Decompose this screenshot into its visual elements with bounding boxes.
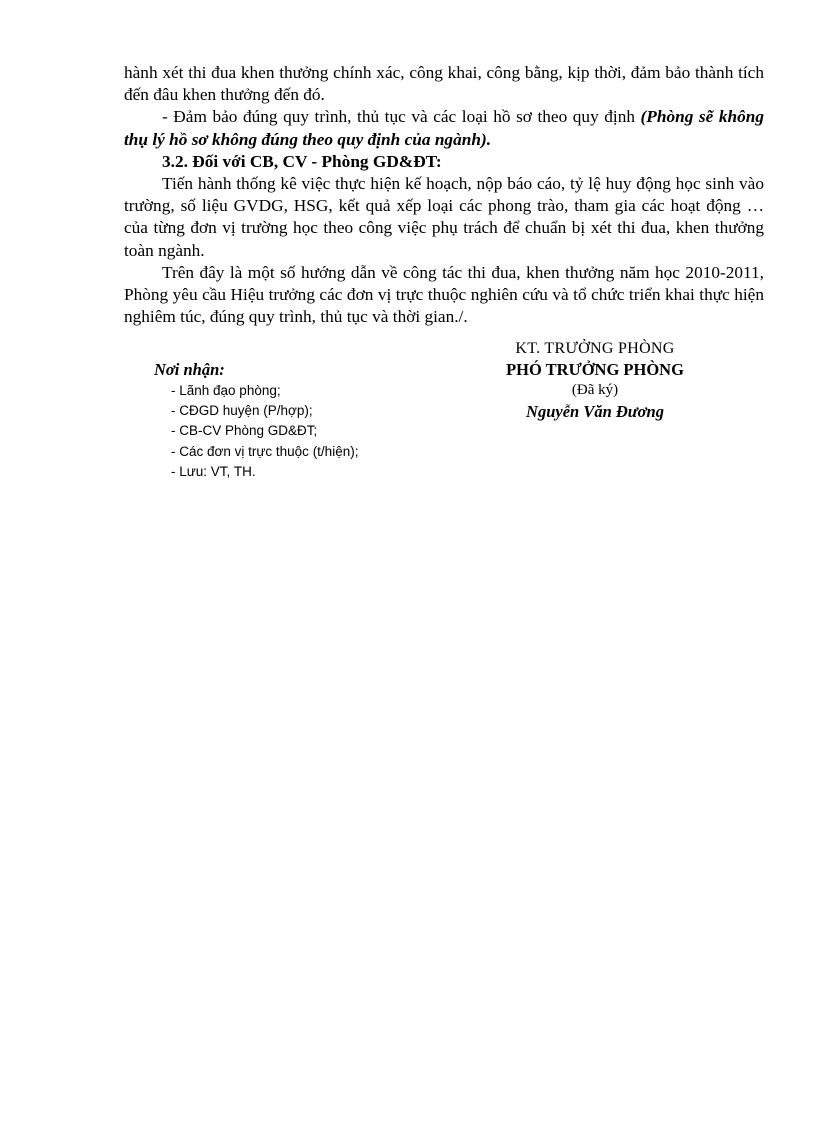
recipients-title: Nơi nhận: (154, 360, 225, 379)
recipients-list (154, 381, 454, 482)
signatory-name: Nguyễn Văn Đương (526, 402, 664, 421)
paragraph-cb-cv: Tiến hành thống kê việc thực hiện kế hoạch, nộp báo cáo, tỷ lệ huy động học sinh vào trường, số liệu GVDG, HSG, kết quả xếp loại các phong trào, tham gia các hoạt động … của từng đơn vị trường học theo công việc phụ trách để chuẩn bị xét thi đua, khen thưởng toàn ngành. (124, 174, 764, 260)
recipients-block (154, 360, 454, 482)
signature-block (470, 338, 720, 422)
procedure-emphasis: (Phòng sẽ không thụ lý hồ sơ không đúng theo quy định của ngành). (124, 107, 765, 149)
recipient-item: - CĐGD huyện (P/hợp); (171, 401, 454, 421)
recipient-item: - Lưu: VT, TH. (171, 462, 454, 482)
signature-title: PHÓ TRƯỞNG PHÒNG (506, 360, 684, 379)
paragraph-procedure (124, 106, 764, 150)
section-heading: 3.2. Đối với CB, CV - Phòng GD&ĐT: (162, 151, 442, 171)
recipient-item: - CB-CV Phòng GD&ĐT; (171, 421, 454, 441)
document-body (124, 62, 764, 328)
signature-signed-note: (Đã ký) (571, 382, 619, 398)
paragraph-closing: Trên đây là một số hướng dẫn về công tác thi đua, khen thưởng năm học 2010-2011, Phòng yêu cầu Hiệu trưởng các đơn vị trực thuộc nghiên cứu và tổ chức triển khai thực hiện nghiêm túc, đúng quy trình, thủ tục và thời gian./. (124, 262, 764, 327)
paragraph-continuation: hành xét thi đua khen thưởng chính xác, công khai, công bằng, kịp thời, đảm bảo thành tích đến đâu khen thưởng đến đó. (124, 63, 764, 105)
signature-authority: KT. TRƯỞNG PHÒNG (515, 340, 675, 357)
procedure-text: - Đảm bảo đúng quy trình, thủ tục và các loại hồ sơ theo quy định (162, 107, 641, 127)
recipient-item: - Lãnh đạo phòng; (171, 381, 454, 401)
recipient-item: - Các đơn vị trực thuộc (t/hiện); (171, 442, 454, 462)
